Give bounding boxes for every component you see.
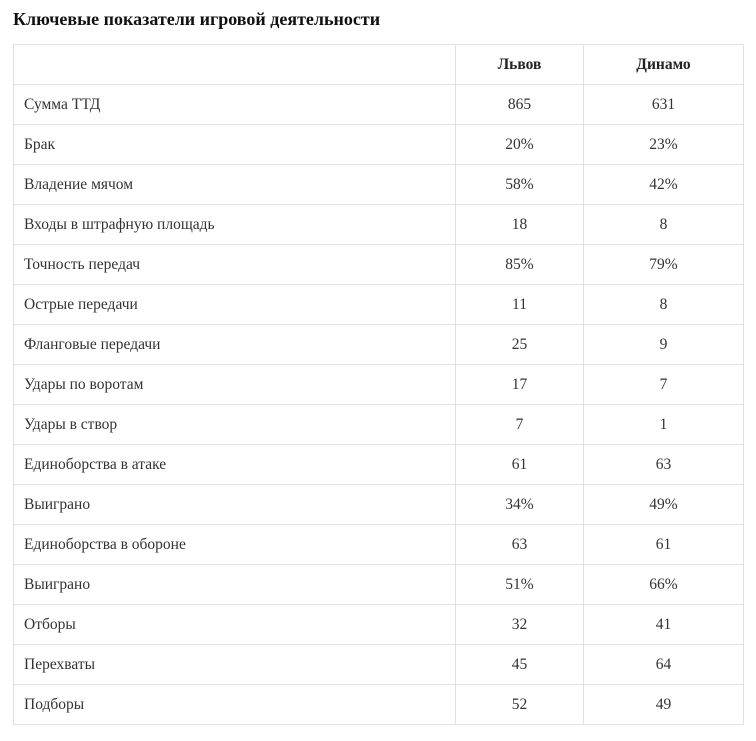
value-lviv: 32 — [456, 605, 584, 645]
table-row — [14, 85, 744, 125]
metric-label: Единоборства в обороне — [14, 525, 456, 565]
value-lviv: 51% — [456, 565, 584, 605]
metric-header-empty — [14, 45, 456, 85]
metric-label: Точность передач — [14, 245, 456, 285]
value-lviv: 58% — [456, 165, 584, 205]
value-dynamo: 23% — [584, 125, 744, 165]
key-indicators-table — [13, 44, 744, 725]
metric-label: Единоборства в атаке — [14, 445, 456, 485]
value-lviv: 61 — [456, 445, 584, 485]
value-dynamo: 7 — [584, 365, 744, 405]
table-row — [14, 405, 744, 445]
page-title: Ключевые показатели игровой деятельности — [13, 9, 381, 29]
metric-label: Удары в створ — [14, 405, 456, 445]
value-dynamo: 1 — [584, 405, 744, 445]
metric-label: Фланговые передачи — [14, 325, 456, 365]
table-header-row — [14, 45, 744, 85]
table-body — [14, 85, 744, 725]
metric-label: Острые передачи — [14, 285, 456, 325]
value-lviv: 7 — [456, 405, 584, 445]
table-row — [14, 645, 744, 685]
value-dynamo: 79% — [584, 245, 744, 285]
value-dynamo: 631 — [584, 85, 744, 125]
team-header-lviv: Львов — [456, 45, 584, 85]
metric-label: Удары по воротам — [14, 365, 456, 405]
value-lviv: 18 — [456, 205, 584, 245]
value-dynamo: 63 — [584, 445, 744, 485]
table-row — [14, 245, 744, 285]
table-row — [14, 205, 744, 245]
value-dynamo: 49 — [584, 685, 744, 725]
table-row — [14, 365, 744, 405]
table-row — [14, 525, 744, 565]
table-row — [14, 325, 744, 365]
value-dynamo: 9 — [584, 325, 744, 365]
value-lviv: 63 — [456, 525, 584, 565]
value-lviv: 52 — [456, 685, 584, 725]
metric-label: Перехваты — [14, 645, 456, 685]
table-row — [14, 285, 744, 325]
metric-label: Сумма ТТД — [14, 85, 456, 125]
table-row — [14, 445, 744, 485]
value-dynamo: 61 — [584, 525, 744, 565]
value-dynamo: 49% — [584, 485, 744, 525]
value-lviv: 25 — [456, 325, 584, 365]
table-row — [14, 605, 744, 645]
value-lviv: 17 — [456, 365, 584, 405]
value-lviv: 20% — [456, 125, 584, 165]
value-lviv: 34% — [456, 485, 584, 525]
table-row — [14, 165, 744, 205]
value-dynamo: 8 — [584, 205, 744, 245]
metric-label: Подборы — [14, 685, 456, 725]
metric-label: Брак — [14, 125, 456, 165]
value-dynamo: 42% — [584, 165, 744, 205]
value-lviv: 11 — [456, 285, 584, 325]
value-dynamo: 41 — [584, 605, 744, 645]
metric-label: Владение мячом — [14, 165, 456, 205]
value-lviv: 865 — [456, 85, 584, 125]
metric-label: Выиграно — [14, 565, 456, 605]
table-row — [14, 485, 744, 525]
metric-label: Входы в штрафную площадь — [14, 205, 456, 245]
table-row — [14, 125, 744, 165]
value-lviv: 85% — [456, 245, 584, 285]
value-dynamo: 66% — [584, 565, 744, 605]
metric-label: Выиграно — [14, 485, 456, 525]
metric-label: Отборы — [14, 605, 456, 645]
value-lviv: 45 — [456, 645, 584, 685]
value-dynamo: 64 — [584, 645, 744, 685]
table-row — [14, 685, 744, 725]
table-row — [14, 565, 744, 605]
team-header-dynamo: Динамо — [584, 45, 744, 85]
value-dynamo: 8 — [584, 285, 744, 325]
